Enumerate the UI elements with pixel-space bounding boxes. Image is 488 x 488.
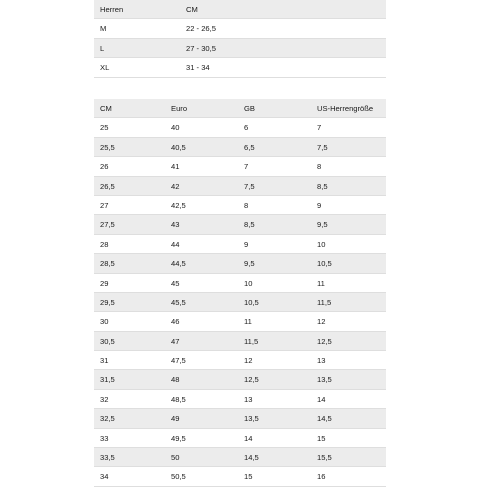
table-cell: 10,5	[244, 297, 259, 307]
table-cell: 27 - 30,5	[186, 43, 216, 53]
table-cell: 49	[171, 414, 180, 424]
table-row	[94, 390, 386, 409]
table-cell: 33	[100, 433, 109, 443]
table-cell: 46	[171, 317, 180, 327]
table-row	[94, 196, 386, 215]
table-cell: 15,5	[317, 453, 332, 463]
table-cell: XL	[100, 63, 110, 73]
table-cell: 15	[244, 472, 253, 482]
table-cell: 10	[317, 239, 326, 249]
table-cell: 40,5	[171, 142, 186, 152]
header-row	[94, 0, 386, 19]
table-cell: 29,5	[100, 297, 115, 307]
table-cell: 47,5	[171, 356, 186, 366]
table-cell: 41	[171, 162, 180, 172]
table-cell: 7,5	[244, 181, 255, 191]
table-row	[94, 58, 386, 77]
table-cell: 45,5	[171, 297, 186, 307]
table-cell: 15	[317, 433, 326, 443]
table-cell: 49,5	[171, 433, 186, 443]
table-cell: 6	[244, 123, 249, 133]
table-cell: 11	[317, 278, 325, 288]
table-row	[94, 429, 386, 448]
table-cell: 11,5	[244, 336, 259, 346]
column-header: CM	[100, 104, 112, 113]
table-cell: 14,5	[317, 414, 332, 424]
table-cell: 10,5	[317, 259, 332, 269]
table-row	[94, 312, 386, 331]
table-row	[94, 274, 386, 293]
table-cell: 26,5	[100, 181, 115, 191]
size-conversion-table	[94, 99, 386, 487]
table-cell: 7	[317, 123, 322, 133]
table-cell: 16	[317, 472, 326, 482]
table-row	[94, 177, 386, 196]
table-cell: 31 - 34	[186, 63, 210, 73]
table-cell: 27	[100, 200, 109, 210]
men-size-table	[94, 0, 386, 78]
table-cell: 12,5	[317, 336, 332, 346]
table-cell: 13	[317, 356, 326, 366]
table-row	[94, 409, 386, 428]
table-cell: 12	[244, 356, 253, 366]
table-cell: 8	[244, 200, 249, 210]
table-cell: 31,5	[100, 375, 115, 385]
table-row	[94, 157, 386, 176]
table-row	[94, 351, 386, 370]
table-cell: 32	[100, 394, 109, 404]
table-cell: 32,5	[100, 414, 115, 424]
table-cell: 11,5	[317, 297, 332, 307]
table-cell: 22 - 26,5	[186, 24, 216, 34]
column-header: Herren	[100, 5, 124, 14]
table-cell: 29	[100, 278, 109, 288]
table-cell: 9,5	[317, 220, 328, 230]
table-cell: 44,5	[171, 259, 186, 269]
table-cell: 33,5	[100, 453, 115, 463]
column-header: GB	[244, 104, 255, 113]
table-cell: 50	[171, 453, 180, 463]
table-row	[94, 19, 386, 38]
column-header: US-Herrengröße	[317, 104, 374, 113]
table-row	[94, 215, 386, 234]
table-cell: 14,5	[244, 453, 259, 463]
table-cell: 27,5	[100, 220, 115, 230]
table-cell: 28	[100, 239, 109, 249]
table-row	[94, 235, 386, 254]
table-cell: 12,5	[244, 375, 259, 385]
table-row	[94, 467, 386, 486]
table-cell: 14	[317, 394, 326, 404]
table-cell: 30,5	[100, 336, 115, 346]
table-cell: 25,5	[100, 142, 115, 152]
table-cell: 43	[171, 220, 180, 230]
table-cell: 13,5	[317, 375, 332, 385]
table-cell: 7,5	[317, 142, 328, 152]
table-cell: 13,5	[244, 414, 259, 424]
table-cell: 11	[244, 317, 252, 327]
table-cell: 45	[171, 278, 180, 288]
table-row	[94, 370, 386, 389]
table-cell: 28,5	[100, 259, 115, 269]
table-cell: 12	[317, 317, 326, 327]
table-cell: 34	[100, 472, 109, 482]
column-header: CM	[186, 5, 198, 14]
table-row	[94, 138, 386, 157]
table-cell: M	[100, 24, 107, 34]
table-cell: 8,5	[244, 220, 255, 230]
table-row	[94, 332, 386, 351]
table-row	[94, 39, 386, 58]
table-cell: 44	[171, 239, 180, 249]
table-cell: 26	[100, 162, 109, 172]
table-cell: 48,5	[171, 394, 186, 404]
table-cell: 48	[171, 375, 180, 385]
table-cell: 10	[244, 278, 253, 288]
table-cell: 25	[100, 123, 109, 133]
table-cell: 31	[100, 356, 109, 366]
header-row	[94, 99, 386, 118]
table-row	[94, 118, 386, 137]
table-cell: 7	[244, 162, 249, 172]
table-cell: 8	[317, 162, 322, 172]
column-header: Euro	[171, 104, 188, 113]
table-cell: 40	[171, 123, 180, 133]
table-cell: 9	[244, 239, 249, 249]
table-row	[94, 293, 386, 312]
table-cell: 6,5	[244, 142, 255, 152]
table-cell: L	[100, 43, 105, 53]
table-cell: 14	[244, 433, 253, 443]
table-row	[94, 448, 386, 467]
table-cell: 50,5	[171, 472, 186, 482]
table-cell: 9,5	[244, 259, 255, 269]
table-cell: 8,5	[317, 181, 328, 191]
table-cell: 9	[317, 200, 322, 210]
table-cell: 42	[171, 181, 180, 191]
table-cell: 42,5	[171, 200, 186, 210]
table-cell: 47	[171, 336, 180, 346]
table-cell: 13	[244, 394, 253, 404]
table-cell: 30	[100, 317, 109, 327]
table-row	[94, 254, 386, 273]
